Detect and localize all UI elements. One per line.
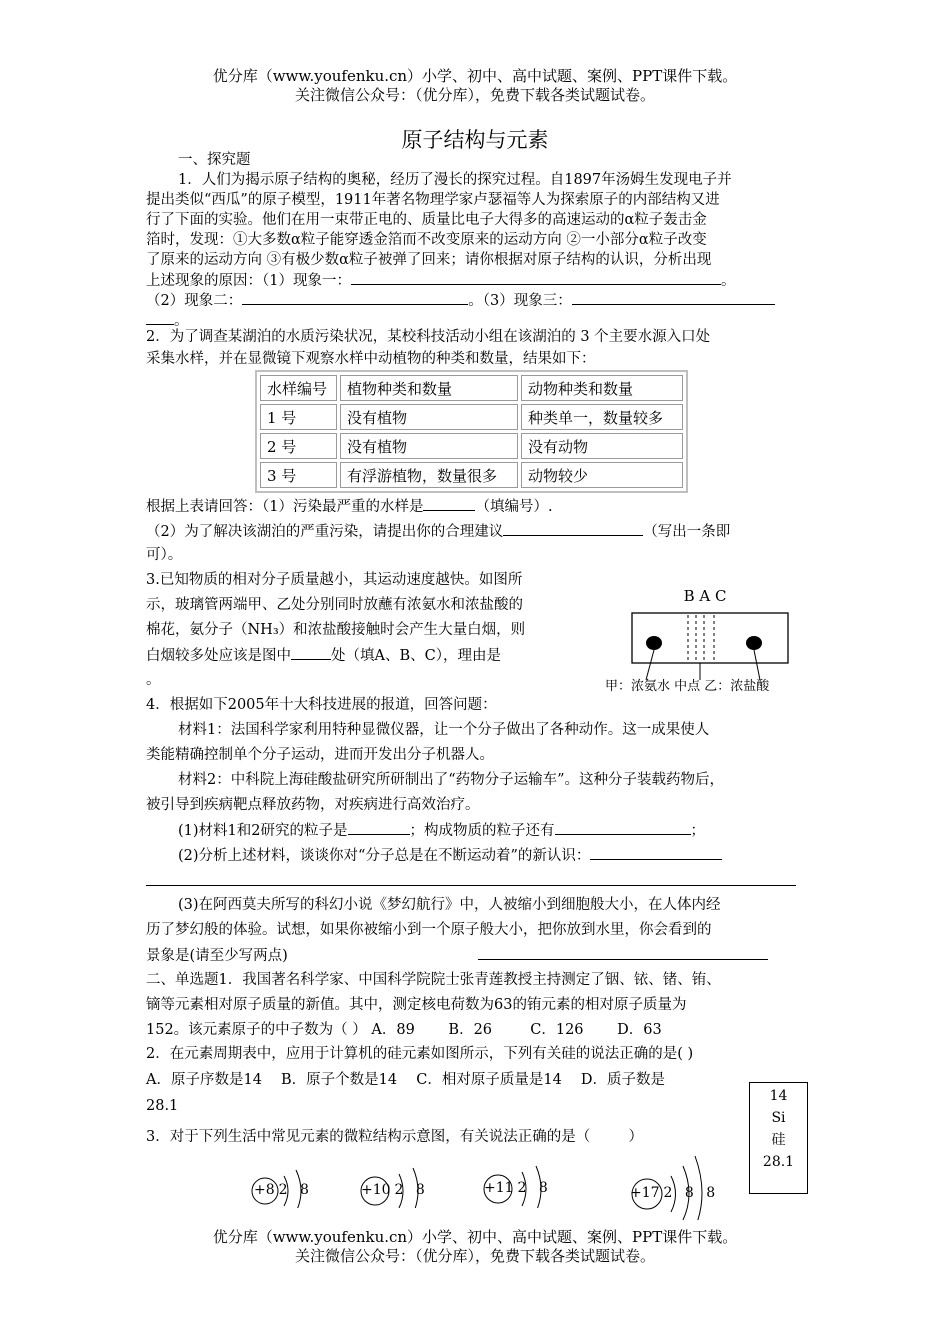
table-cell: 没有植物 <box>340 433 518 459</box>
q4-line <box>178 820 840 841</box>
table-header-row <box>260 375 683 401</box>
answer-blank[interactable] <box>478 945 768 960</box>
q3-prompt: 处（填A、B、C），理由是 <box>331 648 501 664</box>
q3-line: 棉花，氨分子（NH₃）和浓盐酸接触时会产生大量白烟，则 <box>146 622 526 638</box>
answer-blank[interactable] <box>242 290 468 305</box>
header-line-2: 关注微信公众号：（优分库），免费下载各类试题试卷。 <box>294 86 655 104</box>
table-cell: 种类单一，数量较多 <box>521 404 683 430</box>
shell-electrons: 2 8 <box>278 1182 313 1198</box>
tube-position-labels: B A C <box>683 587 727 605</box>
answer-blank[interactable] <box>572 290 775 305</box>
q4-prompt: (2)分析上述材料，谈谈你对“分子总是在不断运动着”的新认识： <box>178 848 591 864</box>
q4-line <box>146 945 808 966</box>
shell-electrons: 2 8 <box>517 1180 552 1196</box>
q1-line <box>146 290 808 311</box>
q4-line: (3)在阿西莫夫所写的科幻小说《梦幻航行》中，人被缩小到细胞般大小，在人体内经 <box>178 897 721 913</box>
atomic-mass: 28.1 <box>762 1154 795 1170</box>
answer-blank[interactable] <box>146 310 174 325</box>
q2-prompt: （写出一条即 <box>643 524 731 540</box>
footer-line-2: 关注微信公众号：（优分库），免费下载各类试题试卷。 <box>294 1247 655 1265</box>
q2-prompt: （填编号）. <box>475 499 553 515</box>
q1-prompt: 上述现象的原因：（1）现象一： <box>146 273 351 289</box>
s2q2-line: 2．在元素周期表中，应用于计算机的硅元素如图所示，下列有关硅的说法正确的是( ) <box>146 1046 694 1062</box>
glass-tube-diagram <box>600 605 800 685</box>
s2q1-line: 镝等元素相对原子质量的新值。其中，测定核电荷数为63的铕元素的相对原子质量为 <box>146 997 687 1013</box>
nucleus-charge: +8 <box>254 1182 275 1198</box>
page-title: 原子结构与元素 <box>401 128 549 152</box>
header-line-1: 优分库（www.youfenku.cn）小学、初中、高中试题、案例、PPT课件下载。 <box>212 67 738 85</box>
footer-line-1: 优分库（www.youfenku.cn）小学、初中、高中试题、案例、PPT课件下载。 <box>212 1228 738 1246</box>
q4-line: 材料1：法国科学家利用特种显微仪器，让一个分子做出了各种动作。这一成果使人 <box>178 722 710 738</box>
q4-prompt: ；构成物质的粒子还有 <box>409 823 555 839</box>
q2-line: 采集水样，并在显微镜下观察水样中动植物的种类和数量，结果如下： <box>146 351 596 367</box>
q3-line: 示，玻璃管两端甲、乙处分别同时放蘸有浓氨水和浓盐酸的 <box>146 597 523 613</box>
nucleus-charge: +17 <box>630 1185 660 1201</box>
q2-line <box>146 496 808 517</box>
q4-prompt: 景象是(请至少写两点) <box>146 948 288 964</box>
answer-blank[interactable] <box>423 496 475 511</box>
answer-blank[interactable] <box>503 521 643 536</box>
answer-blank[interactable] <box>351 270 721 285</box>
q2-prompt: （2）为了解决该湖泊的严重污染，请提出你的合理建议 <box>146 524 504 540</box>
water-sample-table <box>255 370 688 493</box>
answer-blank[interactable] <box>291 645 331 660</box>
q4-line: 被引导到疾病靶点释放药物，对疾病进行高效治疗。 <box>146 797 480 813</box>
element-name: 硅 <box>771 1132 786 1148</box>
shell-electrons: 2 8 8 <box>663 1185 720 1201</box>
atomic-number: 14 <box>769 1088 788 1104</box>
q1-line: 行了下面的实验。他们在用一束带正电的、质量比电子大得多的高速运动的α粒子轰击金 <box>146 212 707 228</box>
tube-end-labels: 甲：浓氨水 中点 乙：浓盐酸 <box>605 679 770 694</box>
q1-line: 1．人们为揭示原子结构的奥秘，经历了漫长的探究过程。自1897年汤姆生发现电子并 <box>178 172 732 188</box>
q1-line <box>146 270 808 291</box>
q4-line: 类能精确控制单个分子运动，进而开发出分子机器人。 <box>146 747 494 763</box>
q1-prompt: 。（3）现象三： <box>468 293 572 309</box>
table-cell: 3 号 <box>260 462 337 488</box>
s2q1-line: 152。该元素原子的中子数为（ ） A．89 B．26 C．126 D．63 <box>146 1022 662 1038</box>
cotton-ammonia <box>646 636 662 650</box>
q1-line: 了原来的运动方向 ③有极少数α粒子被弹了回来；请你根据对原子结构的认识，分析出现 <box>146 252 712 268</box>
s2q1-line: 二、单选题1．我国著名科学家、中国科学院院士张青莲教授主持测定了铟、铱、锗、铕、 <box>146 972 721 988</box>
q1-line: 箔时，发现：①大多数α粒子能穿透金箔而不改变原来的运动方向 ②一小部分α粒子改变 <box>146 232 707 248</box>
q1-prompt: （2）现象二： <box>146 293 243 309</box>
table-cell: 有浮游植物，数量很多 <box>340 462 518 488</box>
q2-line: 2．为了调查某湖泊的水质污染状况，某校科技活动小组在该湖泊的 3 个主要水源入口处 <box>146 329 711 345</box>
table-cell: 2 号 <box>260 433 337 459</box>
q3-prompt: 白烟较多处应该是图中 <box>146 648 291 664</box>
q2-prompt: 根据上表请回答：（1）污染最严重的水样是 <box>146 499 424 515</box>
q2-line: 可）。 <box>146 547 183 563</box>
q3-line: 3.已知物质的相对分子质量越小，其运动速度越快。如图所 <box>146 572 523 588</box>
table-row <box>260 462 683 488</box>
nucleus-charge: +11 <box>484 1180 514 1196</box>
table-cell: 没有动物 <box>521 433 683 459</box>
s2q2-line: A．原子序数是14 B．原子个数是14 C．相对原子质量是14 D．质子数是 <box>146 1072 666 1088</box>
nucleus-charge: +10 <box>361 1182 391 1198</box>
q4-prompt: (1)材料1和2研究的粒子是 <box>178 823 348 839</box>
table-cell: 没有植物 <box>340 404 518 430</box>
s2q2-line: 28.1 <box>146 1098 179 1114</box>
punct: ； <box>690 823 705 839</box>
q4-line: 历了梦幻般的体验。试想，如果你被缩小到一个原子般大小，把你放到水里，你会看到的 <box>146 922 712 938</box>
q4-line: 材料2：中科院上海硅酸盐研究所研制出了“药物分子运输车”。这种分子装载药物后， <box>178 772 725 788</box>
table-header: 植物种类和数量 <box>340 375 518 401</box>
q4-line: 4．根据如下2005年十大科技进展的报道，回答问题： <box>146 697 497 713</box>
answer-blank[interactable] <box>555 820 691 835</box>
q2-line <box>146 521 808 542</box>
q3-line: 。 <box>146 672 161 688</box>
table-row <box>260 404 683 430</box>
table-cell: 1 号 <box>260 404 337 430</box>
table-row <box>260 433 683 459</box>
shell-electrons: 2 8 <box>394 1182 429 1198</box>
cotton-hcl <box>746 636 762 650</box>
answer-line[interactable] <box>146 885 796 886</box>
element-symbol: Si <box>771 1110 786 1126</box>
q1-line: 提出类似“西瓜”的原子模型，1911年著名物理学家卢瑟福等人为探索原子的内部结构又进 <box>146 192 720 208</box>
answer-blank[interactable] <box>348 820 410 835</box>
punct: 。 <box>720 273 736 289</box>
table-header: 水样编号 <box>260 375 337 401</box>
s2q3-line: 3．对于下列生活中常见元素的微粒结构示意图，有关说法正确的是（ ） <box>146 1129 643 1145</box>
punct: 。 <box>174 313 189 329</box>
table-cell: 动物较少 <box>521 462 683 488</box>
answer-blank[interactable] <box>590 845 722 860</box>
q4-line <box>178 845 840 866</box>
table-header: 动物种类和数量 <box>521 375 683 401</box>
section-heading: 一、探究题 <box>178 152 251 168</box>
